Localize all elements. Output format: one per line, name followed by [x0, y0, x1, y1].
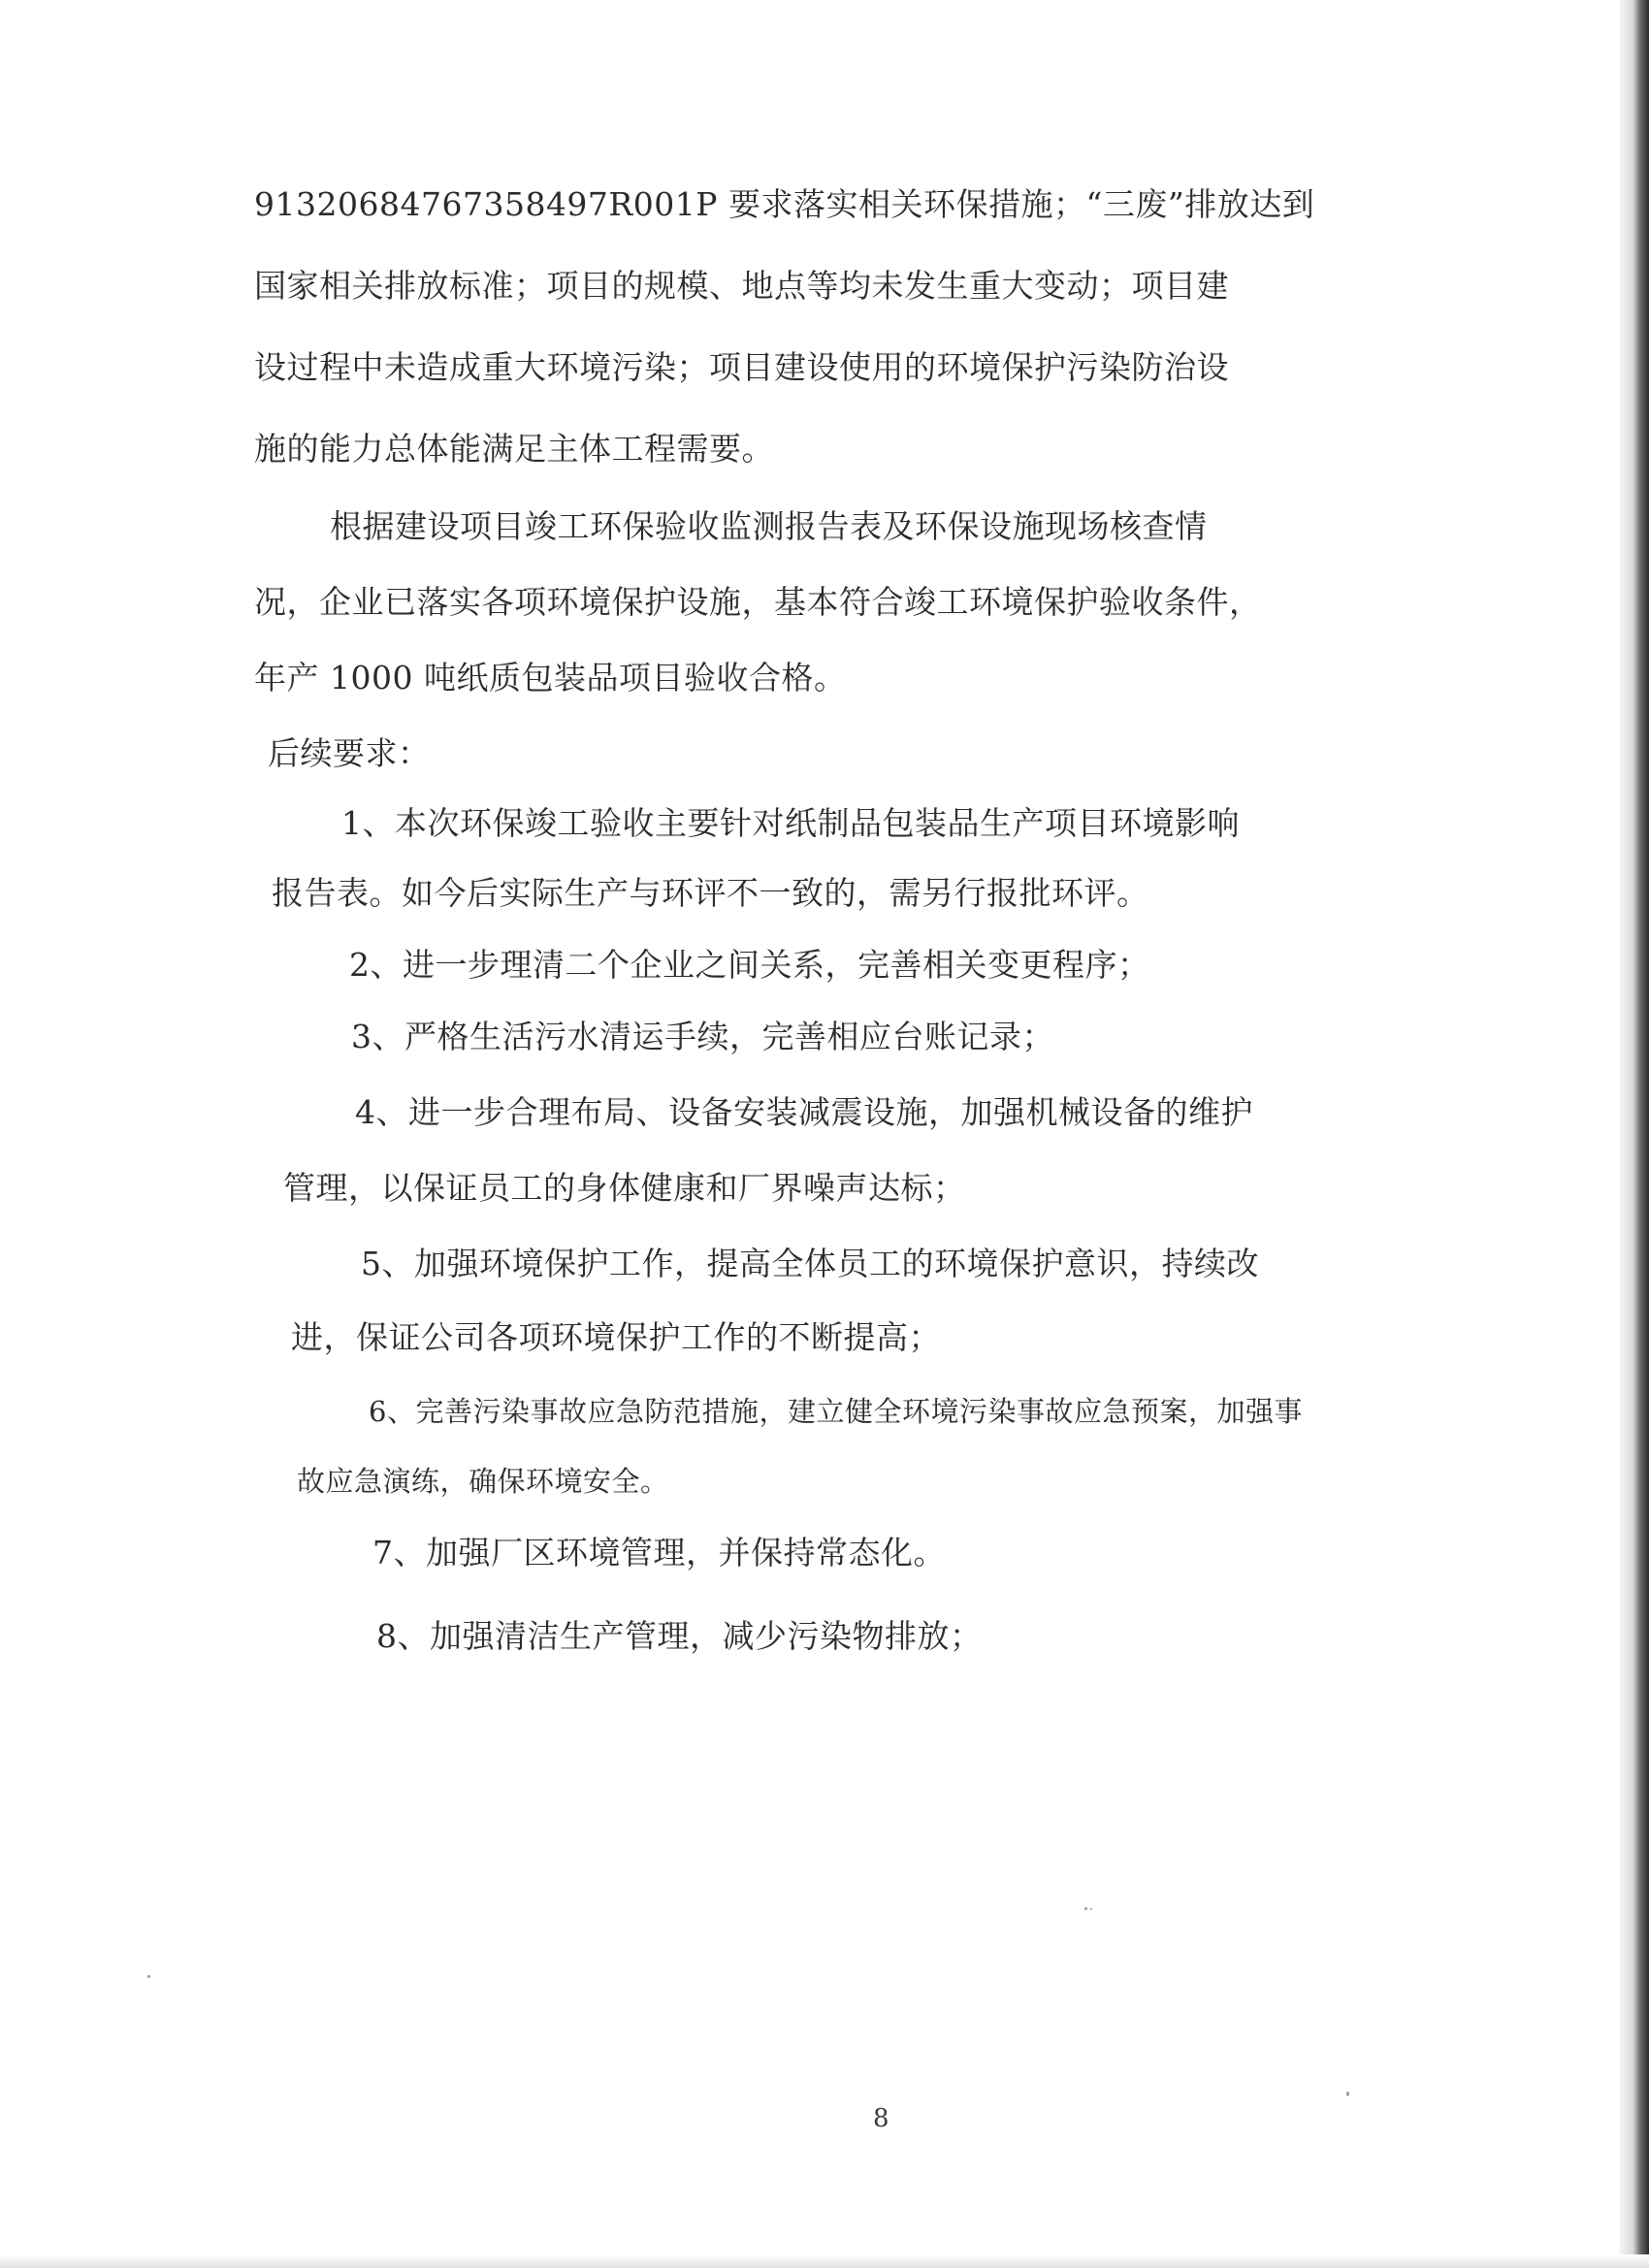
followup-heading: 后续要求： — [268, 734, 431, 772]
acceptance-line-1: 根据建设项目竣工环保验收监测报告表及环保设施现场核查情 — [330, 507, 1208, 545]
requirement-4-line-2: 管理，以保证员工的身体健康和厂界噪声达标； — [283, 1169, 966, 1207]
acceptance-line-2: 况，企业已落实各项环境保护设施，基本符合竣工环境保护验收条件， — [254, 583, 1262, 621]
scan-speck — [1084, 1907, 1087, 1910]
acceptance-line-3: 年产 1000 吨纸质包装品项目验收合格。 — [254, 659, 847, 697]
scan-speck — [147, 1975, 150, 1978]
requirement-7-line-1: 7、加强厂区环境管理，并保持常态化。 — [372, 1534, 946, 1571]
conclusion-line-2: 国家相关排放标准；项目的规模、地点等均未发生重大变动；项目建 — [254, 267, 1229, 305]
scan-speck — [1090, 1908, 1092, 1910]
conclusion-line-4: 施的能力总体能满足主体工程需要。 — [254, 430, 774, 468]
page-number: 8 — [873, 2104, 889, 2133]
requirement-3-line-1: 3、严格生活污水清运手续，完善相应台账记录； — [351, 1018, 1054, 1055]
requirement-1-line-2: 报告表。如今后实际生产与环评不一致的，需另行报批环评。 — [272, 874, 1149, 912]
requirement-4-line-1: 4、进一步合理布局、设备安装减震设施，加强机械设备的维护 — [355, 1093, 1253, 1131]
requirement-6-line-2: 故应急演练，确保环境安全。 — [297, 1465, 669, 1498]
conclusion-line-1: 91320684767358497R001P 要求落实相关环保措施；“三废”排放达到 — [254, 185, 1315, 223]
requirement-8-line-1: 8、加强清洁生产管理，减少污染物排放； — [376, 1617, 983, 1655]
requirement-5-line-1: 5、加强环境保护工作，提高全体员工的环境保护意识，持续改 — [361, 1245, 1259, 1282]
requirement-5-line-2: 进，保证公司各项环境保护工作的不断提高； — [291, 1318, 941, 1356]
requirement-1-line-1: 1、本次环保竣工验收主要针对纸制品包装品生产项目环境影响 — [341, 804, 1240, 842]
requirement-6-line-1: 6、完善污染事故应急防范措施，建立健全环境污染事故应急预案，加强事 — [369, 1395, 1303, 1428]
requirement-2-line-1: 2、进一步理清二个企业之间关系，完善相关变更程序； — [349, 946, 1150, 984]
conclusion-line-3: 设过程中未造成重大环境污染；项目建设使用的环境保护污染防治设 — [254, 348, 1229, 386]
scan-speck — [1346, 2091, 1349, 2096]
